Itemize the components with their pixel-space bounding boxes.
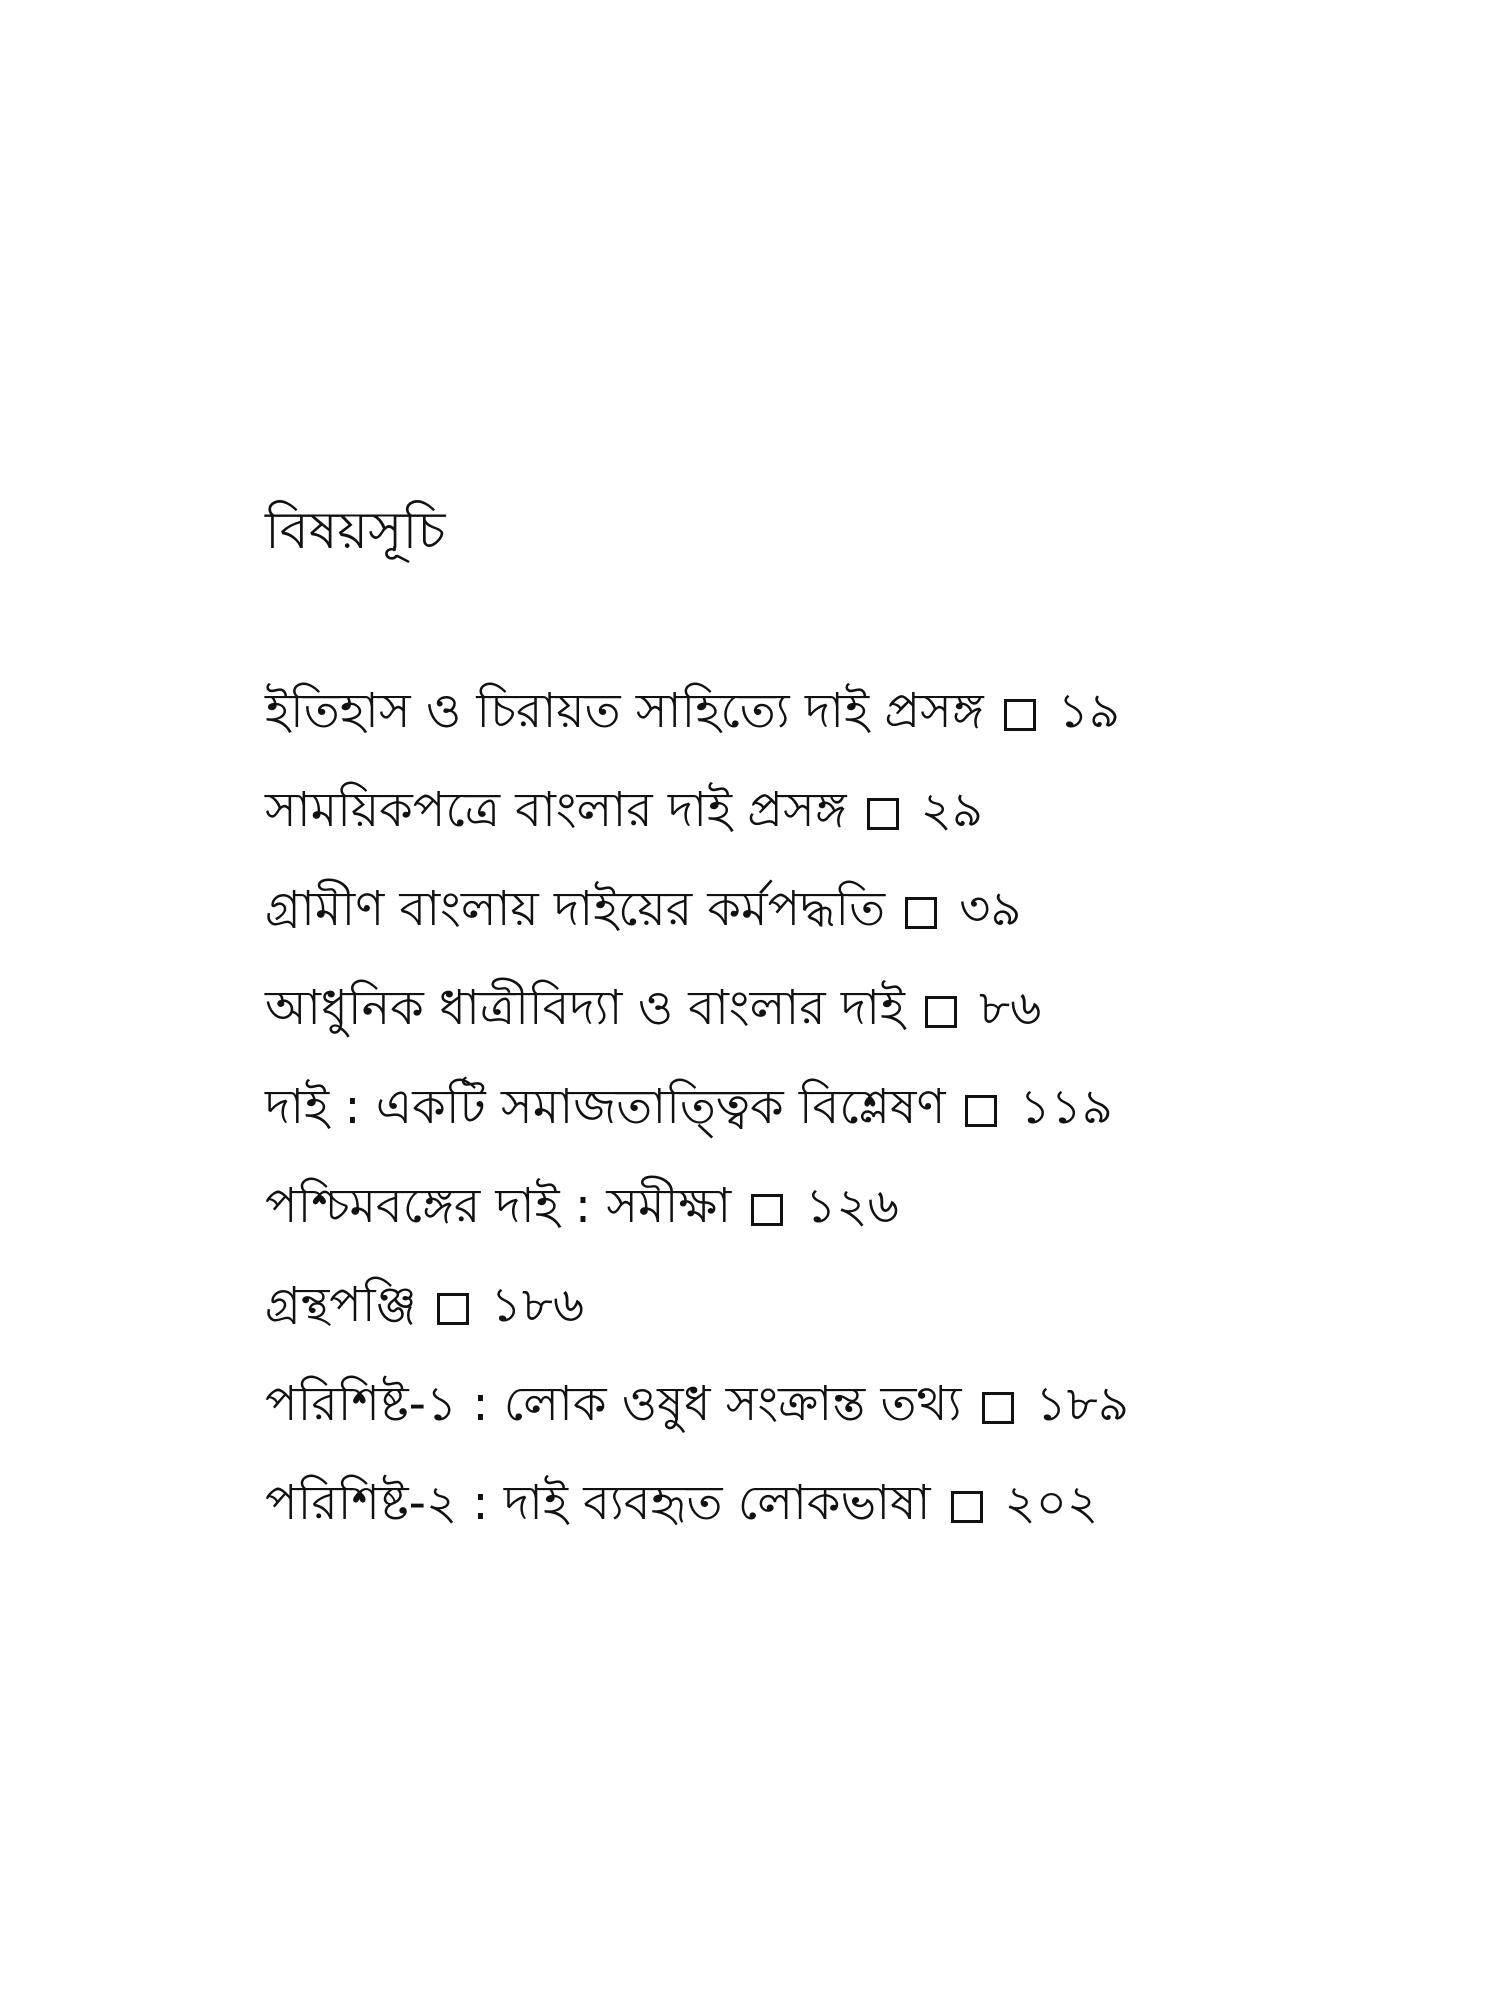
toc-entry	[265, 1160, 1415, 1259]
toc-entry	[265, 764, 1415, 863]
entry-title: পরিশিষ্ট-১ : লোক ওষুধ সংক্রান্ত তথ্য	[265, 1376, 962, 1432]
table-of-contents	[265, 665, 1415, 1556]
entry-page-number: ২৯	[920, 782, 983, 838]
page-title: বিষয়সূচি	[265, 501, 446, 561]
entry-title: পরিশিষ্ট-২ : দাই ব্যবহৃত লোকভাষা	[265, 1475, 931, 1531]
entry-title: পশ্চিমবঙ্গের দাই : সমীক্ষা	[265, 1178, 732, 1234]
entry-title: গ্রন্থপঞ্জি	[265, 1277, 417, 1333]
toc-entry	[265, 1358, 1415, 1457]
square-bullet-icon	[965, 1095, 997, 1127]
toc-entry	[265, 1061, 1415, 1160]
entry-page-number: ২০২	[1004, 1475, 1099, 1531]
square-bullet-icon	[925, 996, 957, 1028]
toc-entry	[265, 863, 1415, 962]
entry-title: গ্রামীণ বাংলায় দাইয়ের কর্মপদ্ধতি	[265, 881, 886, 937]
entry-title: সাময়িকপত্রে বাংলার দাই প্রসঙ্গ	[265, 782, 847, 838]
entry-page-number: ১১৯	[1019, 1079, 1113, 1135]
square-bullet-icon	[867, 798, 899, 830]
entry-page-number: ১৯	[1057, 683, 1120, 739]
entry-title: আধুনিক ধাত্রীবিদ্যা ও বাংলার দাই	[265, 980, 906, 1036]
toc-entry	[265, 665, 1415, 764]
entry-page-number: ৩৯	[959, 881, 1022, 937]
entry-page-number: ৮৬	[979, 980, 1042, 1036]
toc-entry	[265, 1259, 1415, 1358]
square-bullet-icon	[982, 1392, 1014, 1424]
square-bullet-icon	[951, 1491, 983, 1523]
entry-page-number: ১৮৬	[490, 1277, 585, 1333]
entry-page-number: ১৮৯	[1035, 1376, 1129, 1432]
entry-page-number: ১২৬	[805, 1178, 899, 1234]
square-bullet-icon	[1004, 699, 1036, 731]
square-bullet-icon	[751, 1194, 783, 1226]
square-bullet-icon	[905, 897, 937, 929]
entry-title: ইতিহাস ও চিরায়ত সাহিত্যে দাই প্রসঙ্গ	[265, 683, 984, 739]
square-bullet-icon	[437, 1293, 469, 1325]
toc-entry	[265, 962, 1415, 1061]
entry-title: দাই : একটি সমাজতাত্ত্বিক বিশ্লেষণ	[265, 1079, 946, 1135]
toc-entry	[265, 1457, 1415, 1556]
